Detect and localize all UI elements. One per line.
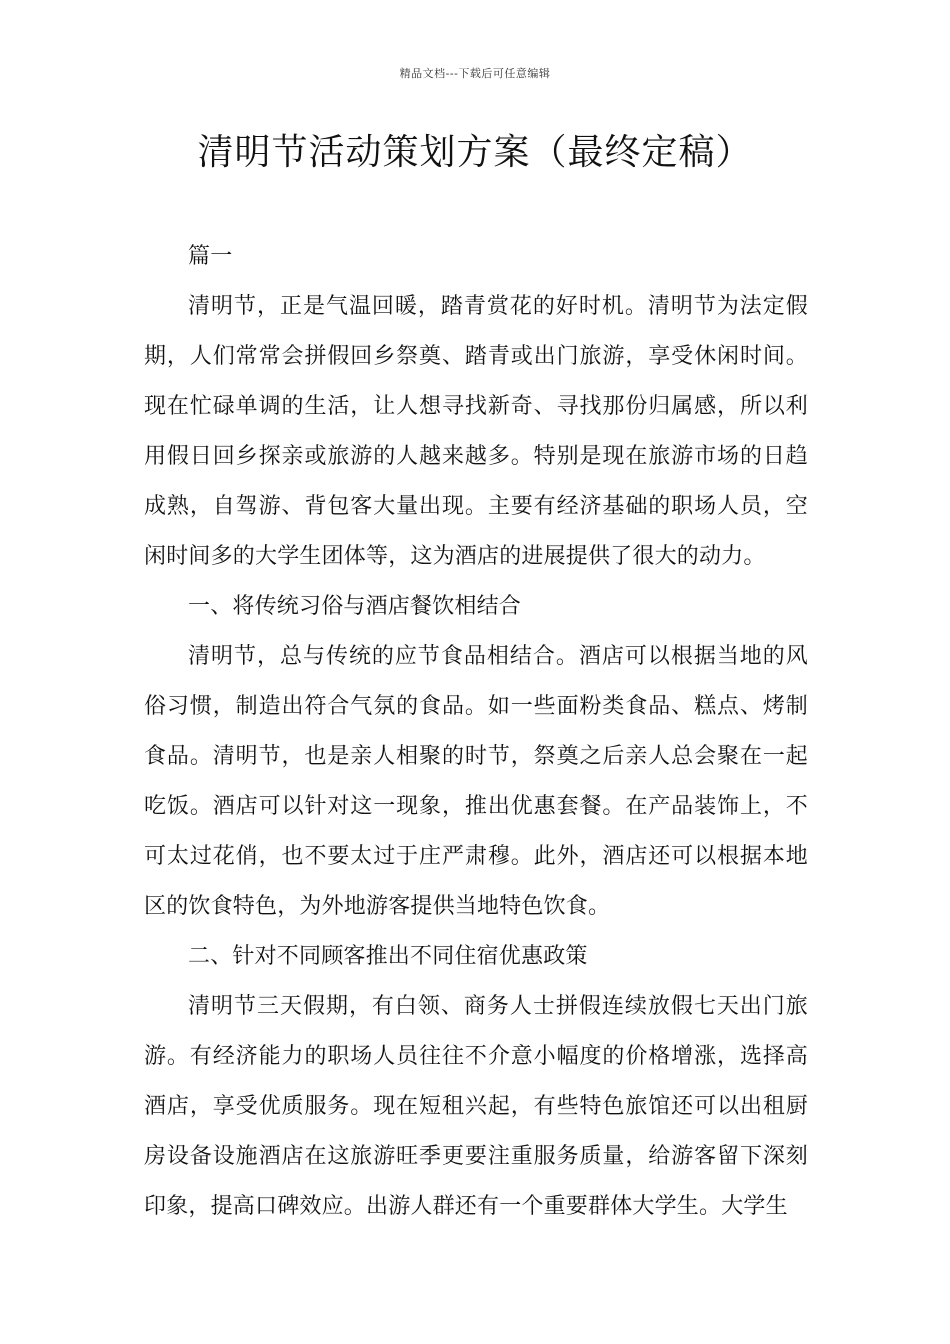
intro-paragraph: 清明节，正是气温回暖，踏青赏花的好时机。清明节为法定假期，人们常常会拼假回乡祭奠、踏青或出门旅游，享受休闲时间。现在忙碌单调的生活，让人想寻找新奇、寻找那份归属感，所以利用假日回乡探亲或旅游的人越来越多。特别是现在旅游市场的日趋成熟，自驾游、背包客大量出现。主要有经济基础的职场人员，空闲时间多的大学生团体等，这为酒店的进展提供了很大的动力。 bbox=[144, 294, 808, 569]
document-title: 清明节活动策划方案（最终定稿） bbox=[197, 132, 753, 173]
section-label: 篇一 bbox=[188, 244, 233, 269]
section-1-paragraph: 清明节，总与传统的应节食品相结合。酒店可以根据当地的风俗习惯，制造出符合气氛的食品。如一些面粉类食品、糕点、烤制食品。清明节，也是亲人相聚的时节，祭奠之后亲人总会聚在一起吃饭。酒店可以针对这一现象，推出优惠套餐。在产品装饰上，不可太过花俏，也不要太过于庄严肃穆。此外，酒店还可以根据本地区的饮食特色，为外地游客提供当地特色饮食。 bbox=[144, 644, 808, 919]
section-heading-2: 二、针对不同顾客推出不同住宿优惠政策 bbox=[188, 944, 588, 969]
section-heading-1: 一、将传统习俗与酒店餐饮相结合 bbox=[188, 594, 522, 619]
section-2-paragraph: 清明节三天假期，有白领、商务人士拼假连续放假七天出门旅游。有经济能力的职场人员往往不介意小幅度的价格增涨，选择高酒店，享受优质服务。现在短租兴起，有些特色旅馆还可以出租厨房设备设施酒店在这旅游旺季更要注重服务质量，给游客留下深刻印象，提高口碑效应。出游人群还有一个重要群体大学生。大学生 bbox=[144, 994, 808, 1219]
header-note: 精品文档---下载后可任意编辑 bbox=[399, 67, 551, 80]
document-body bbox=[144, 232, 808, 1232]
